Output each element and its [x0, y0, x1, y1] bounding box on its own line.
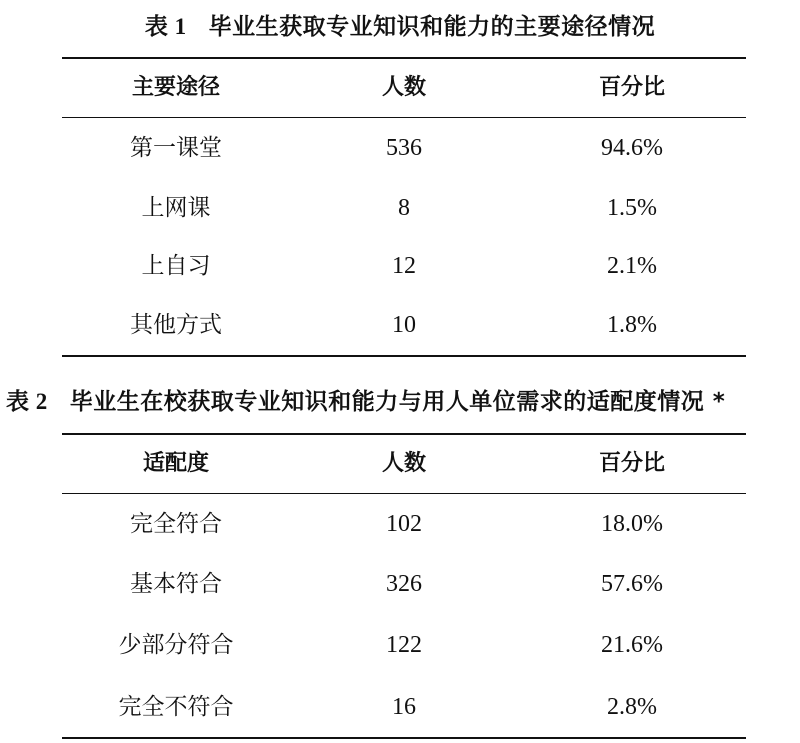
table-cell-route: 其他方式	[130, 312, 222, 338]
table-1-caption	[0, 8, 800, 41]
table-1-label: 表 1	[144, 14, 187, 39]
table-cell-count: 122	[386, 632, 422, 658]
table-cell-route: 上自习	[141, 253, 211, 279]
table-cell-percent: 2.8%	[607, 694, 657, 720]
table-cell-percent: 1.8%	[607, 312, 657, 338]
table-cell-fit-level: 基本符合	[130, 571, 222, 597]
table-cell-count: 326	[386, 571, 422, 597]
table-cell-route: 第一课堂	[130, 135, 222, 161]
table-1-header-row	[62, 59, 746, 117]
table-2-bottom-rule	[62, 737, 746, 739]
table-1-title: 毕业生获取专业知识和能力的主要途径情况	[208, 14, 656, 40]
table-row	[62, 555, 746, 613]
table-1-header-col-1: 主要途径	[131, 75, 220, 100]
table-2-header-rule	[62, 493, 746, 494]
table-cell-percent: 21.6%	[601, 632, 663, 658]
table-2-caption	[6, 383, 800, 416]
table-2-title: 毕业生在校获取专业知识和能力与用人单位需求的适配度情况 *	[69, 389, 726, 415]
table-1-bottom-rule	[62, 355, 746, 357]
table-cell-percent: 94.6%	[601, 135, 663, 161]
table-row	[62, 237, 746, 295]
table-cell-count: 102	[386, 511, 422, 537]
table-row	[62, 495, 746, 553]
table-cell-count: 16	[392, 694, 416, 720]
table-cell-count: 12	[392, 253, 416, 279]
table-cell-percent: 18.0%	[601, 511, 663, 537]
table-2-header-row	[62, 435, 746, 493]
table-2-header-col-3: 百分比	[598, 451, 665, 476]
table-row	[62, 678, 746, 736]
table-cell-fit-level: 少部分符合	[118, 632, 234, 658]
table-cell-route: 上网课	[141, 195, 211, 221]
table-2-label: 表 2	[6, 389, 48, 414]
table-1-header-col-3: 百分比	[598, 75, 665, 100]
table-cell-percent: 1.5%	[607, 195, 657, 221]
table-2-header-col-1: 适配度	[142, 451, 209, 476]
table-1-header-rule	[62, 117, 746, 118]
table-row	[62, 119, 746, 177]
table-cell-fit-level: 完全符合	[130, 511, 222, 537]
table-1-header-col-2: 人数	[381, 75, 426, 100]
table-cell-percent: 57.6%	[601, 571, 663, 597]
table-row	[62, 296, 746, 354]
table-cell-count: 536	[386, 135, 422, 161]
table-row	[62, 616, 746, 674]
table-cell-count: 10	[392, 312, 416, 338]
table-cell-percent: 2.1%	[607, 253, 657, 279]
table-row	[62, 179, 746, 237]
table-2-header-col-2: 人数	[381, 451, 426, 476]
table-cell-count: 8	[398, 195, 410, 221]
table-cell-fit-level: 完全不符合	[118, 694, 234, 720]
